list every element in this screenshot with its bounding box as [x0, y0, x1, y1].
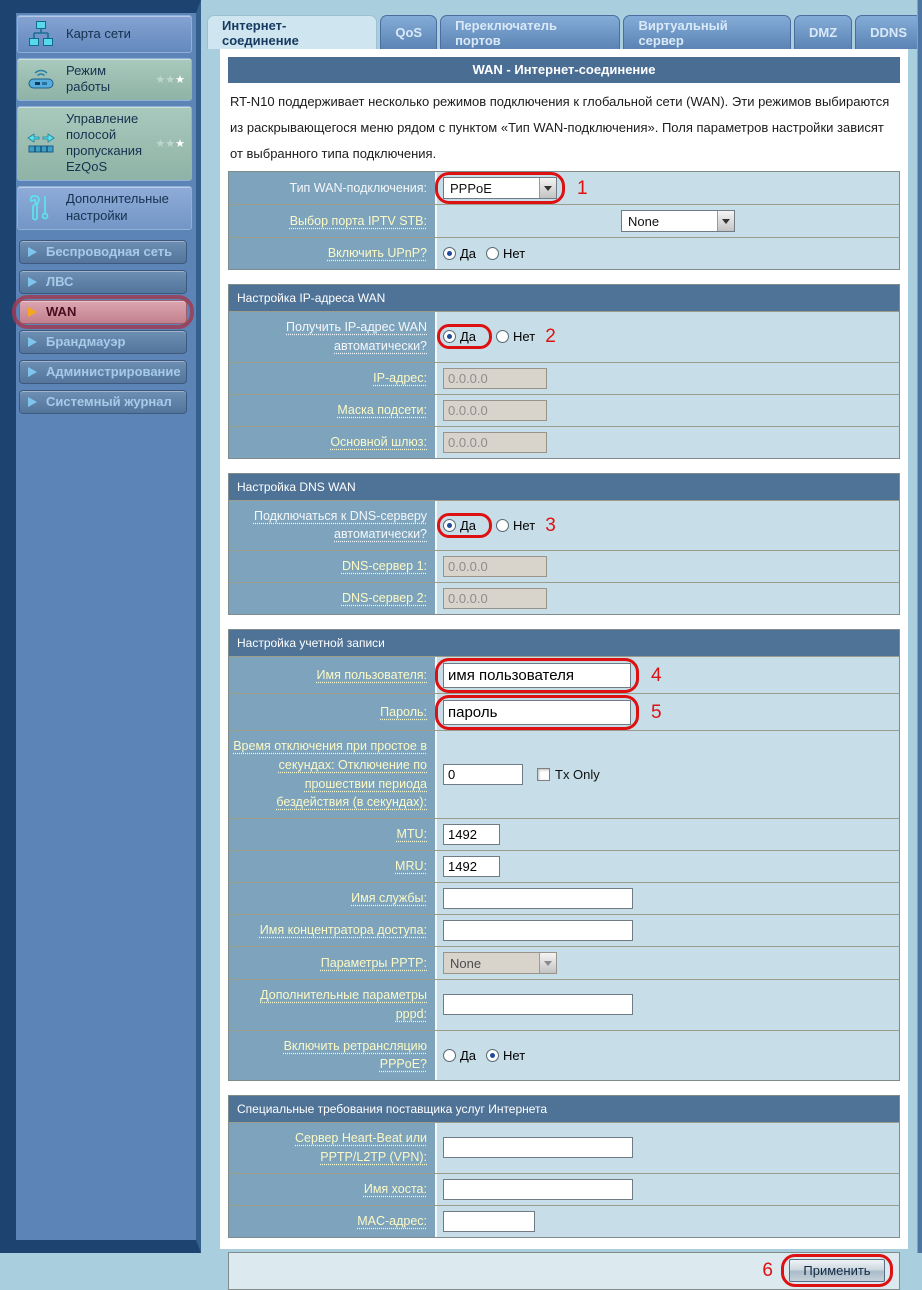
sidebar-item-label: Беспроводная сеть [46, 244, 173, 259]
sidebar-item-advanced-settings[interactable] [17, 186, 192, 230]
dns1-field [443, 556, 547, 577]
dns-auto-yes-radio[interactable] [443, 519, 456, 532]
dns-auto-label[interactable]: Подключаться к DNS-серверу автоматически? [253, 508, 427, 542]
tab-qos[interactable] [380, 15, 437, 49]
row-hostname [229, 1173, 899, 1205]
dns1-label[interactable]: DNS-сервер 1: [341, 559, 427, 574]
ip-address-field [443, 368, 547, 389]
sidebar-submenu [17, 240, 192, 414]
row-heartbeat [229, 1122, 899, 1173]
row-dns-auto [229, 500, 899, 551]
annotation-circle-5 [443, 700, 631, 725]
router-icon [24, 65, 58, 93]
tab-dmz[interactable] [794, 15, 852, 49]
radio-label: Нет [513, 329, 536, 345]
arrow-right-icon [28, 337, 37, 347]
sidebar-item-network-map[interactable] [17, 15, 192, 53]
rating-stars-icon: ★★★ [155, 137, 185, 150]
sidebar-item-label: Карта сети [66, 25, 131, 41]
hostname-label[interactable]: Имя хоста: [363, 1181, 427, 1196]
sidebar-item-label: Системный журнал [46, 394, 172, 409]
gateway-label[interactable]: Основной шлюз: [330, 434, 427, 449]
sidebar-item-label: Администрирование [46, 364, 181, 379]
sidebar-item-label: Брандмауэр [46, 334, 126, 349]
row-pppoe-relay [229, 1030, 899, 1081]
annotation-circle-1 [443, 177, 557, 199]
pppd-options-label[interactable]: Дополнительные параметры pppd: [260, 988, 427, 1021]
pppoe-relay-label[interactable]: Включить ретрансляцию PPPoE? [283, 1038, 427, 1072]
get-ip-auto-yes-radio[interactable] [443, 330, 456, 343]
sidebar-item-wireless[interactable] [19, 240, 187, 264]
annotation-circle-6 [789, 1259, 885, 1282]
bandwidth-icon [24, 129, 58, 157]
tab-ddns[interactable] [855, 15, 922, 49]
wan-ip-table [228, 284, 900, 459]
dropdown-arrow-icon [539, 953, 556, 973]
row-get-ip-auto [229, 311, 899, 362]
row-gateway [229, 426, 899, 458]
ac-name-label[interactable]: Имя концентратора доступа: [259, 923, 427, 938]
row-service-name [229, 882, 899, 914]
annotation-circle-3 [443, 518, 486, 533]
mru-label[interactable]: MRU: [395, 859, 427, 874]
tab-label: Интернет-соединение [222, 17, 299, 48]
tab-virtual-server[interactable] [623, 15, 791, 49]
service-name-label[interactable]: Имя службы: [351, 891, 427, 906]
wan-type-select[interactable] [443, 177, 557, 199]
password-label[interactable]: Пароль: [380, 704, 427, 719]
apply-bar [228, 1252, 900, 1290]
sidebar-item-operation-mode[interactable] [17, 58, 192, 101]
radio-label: Да [460, 1047, 477, 1063]
dropdown-arrow-icon[interactable] [539, 178, 556, 198]
heartbeat-label[interactable]: Сервер Heart-Beat или PPTP/L2TP (VPN): [295, 1131, 427, 1164]
row-upnp [229, 237, 899, 269]
arrow-right-icon [28, 367, 37, 377]
mtu-input[interactable] [443, 824, 500, 845]
row-subnet-mask [229, 394, 899, 426]
tab-bar [207, 15, 922, 49]
gateway-field [443, 432, 547, 453]
tab-label: DMZ [808, 25, 838, 40]
page-title: WAN - Интернет-соединение [228, 57, 900, 83]
row-iptv-port [229, 204, 899, 237]
isp-special-table [228, 1095, 900, 1238]
idle-disconnect-label[interactable]: Время отключения при простое в секундах: Отключение по прошествии периода бездействия (в секундах): [233, 739, 427, 810]
mtu-label[interactable]: MTU: [396, 827, 427, 842]
radio-label: Нет [503, 1047, 526, 1063]
sidebar-item-wan[interactable] [19, 300, 187, 324]
hostname-input[interactable] [443, 1179, 633, 1200]
pptp-options-label[interactable]: Параметры PPTP: [320, 955, 427, 970]
sidebar-item-label: Управление полосой пропускания EzQoS [66, 110, 143, 175]
annotation-number-1: 1 [577, 177, 588, 199]
row-username [229, 656, 899, 693]
sidebar-item-label: ЛВС [46, 274, 74, 289]
dns2-field [443, 588, 547, 609]
get-ip-auto-label[interactable]: Получить IP-адрес WAN автоматически? [286, 320, 427, 353]
iptv-port-label[interactable]: Выбор порта IPTV STB: [289, 213, 427, 228]
iptv-port-select[interactable] [621, 210, 735, 232]
pppoe-relay-yes-radio[interactable] [443, 1049, 456, 1062]
ip-address-label[interactable]: IP-адрес: [373, 370, 427, 385]
radio-label: Да [460, 246, 477, 261]
arrow-right-icon [28, 397, 37, 407]
sidebar-item-lan[interactable] [19, 270, 187, 294]
right-edge-scrollbar[interactable] [917, 0, 922, 1253]
arrow-right-icon [28, 277, 37, 287]
dropdown-arrow-icon[interactable] [717, 211, 734, 231]
section-title-wan-dns: Настройка DNS WAN [229, 474, 899, 500]
row-mac-address [229, 1205, 899, 1237]
sidebar-item-label: Дополнительные настройки [66, 191, 169, 223]
page-description: RT-N10 поддерживает несколько режимов подключения к глобальной сети (WAN). Эти режимов выбираются из раскрывающегося меню рядом с пунктом «Тип WAN-подключения». Поля параметров настройки зависят от выбранного типа подключения. [230, 94, 890, 161]
wan-dns-table [228, 473, 900, 616]
annotation-number-4: 4 [651, 664, 662, 686]
row-dns2 [229, 582, 899, 614]
apply-button[interactable]: Применить [789, 1259, 885, 1282]
service-name-input[interactable] [443, 888, 633, 909]
mru-input[interactable] [443, 856, 500, 877]
arrow-right-icon [28, 247, 37, 257]
password-input[interactable] [443, 700, 631, 725]
heartbeat-input[interactable] [443, 1137, 633, 1158]
tab-label: Виртуальный сервер [638, 17, 728, 48]
radio-label: Да [460, 329, 477, 345]
network-map-icon [24, 20, 58, 48]
wan-type-label: Тип WAN-подключения: [289, 180, 427, 195]
subnet-mask-field [443, 400, 547, 421]
tools-icon [24, 191, 58, 225]
sidebar-item-label: Режим работы [66, 63, 111, 95]
arrow-right-icon [28, 307, 37, 317]
upnp-yes-radio[interactable] [443, 247, 456, 260]
upnp-label[interactable]: Включить UPnP? [327, 246, 427, 261]
dns2-label[interactable]: DNS-сервер 2: [341, 591, 427, 606]
tx-only-label: Tx Only [555, 767, 600, 782]
mac-address-label[interactable]: MAC-адрес: [357, 1213, 427, 1228]
tab-label: DDNS [870, 25, 907, 40]
mac-address-input[interactable] [443, 1211, 535, 1232]
sidebar-item-administration[interactable] [19, 360, 187, 384]
wan-type-table [228, 171, 900, 270]
tab-port-trigger[interactable] [440, 15, 620, 49]
wan-type-selected-value: PPPoE [450, 180, 492, 196]
row-pppd-options [229, 979, 899, 1030]
username-input[interactable] [443, 663, 631, 688]
sidebar-item-firewall[interactable] [19, 330, 187, 354]
row-wan-type [229, 172, 899, 204]
row-idle-disconnect [229, 730, 899, 818]
radio-label: Нет [513, 517, 536, 533]
pptp-options-select [443, 952, 557, 974]
annotation-number-5: 5 [651, 701, 662, 723]
dns-auto-no-radio[interactable] [496, 519, 509, 532]
sidebar [0, 0, 201, 1253]
tab-label: QoS [395, 25, 423, 40]
subnet-mask-label[interactable]: Маска подсети: [337, 402, 427, 417]
section-title-isp-special: Специальные требования поставщика услуг Интернета [229, 1096, 899, 1122]
sidebar-item-system-log[interactable] [19, 390, 187, 414]
tx-only-checkbox[interactable] [537, 768, 550, 781]
pptp-options-selected-value: None [444, 953, 539, 973]
account-table [228, 629, 900, 1081]
tab-label: Переключатель портов [455, 17, 557, 48]
annotation-number-3: 3 [545, 514, 556, 536]
iptv-port-selected-value: None [628, 213, 660, 229]
tab-internet-connection[interactable] [207, 15, 377, 49]
row-ac-name [229, 914, 899, 946]
idle-time-input[interactable] [443, 764, 523, 785]
radio-label: Нет [503, 246, 526, 261]
sidebar-item-ezqos[interactable] [17, 106, 192, 181]
annotation-circle-2 [443, 329, 486, 344]
radio-label: Да [460, 517, 477, 533]
row-mtu [229, 818, 899, 850]
main-panel [220, 49, 908, 1281]
row-password [229, 693, 899, 730]
annotation-circle-4 [443, 663, 631, 688]
pppd-options-input[interactable] [443, 994, 633, 1015]
get-ip-auto-no-radio[interactable] [496, 330, 509, 343]
annotation-number-2: 2 [545, 326, 556, 348]
ac-name-input[interactable] [443, 920, 633, 941]
upnp-no-radio[interactable] [486, 247, 499, 260]
pppoe-relay-no-radio[interactable] [486, 1049, 499, 1062]
username-label[interactable]: Имя пользователя: [316, 667, 427, 682]
section-title-wan-ip: Настройка IP-адреса WAN [229, 285, 899, 311]
annotation-number-6: 6 [762, 1260, 773, 1281]
rating-stars-icon: ★★★ [155, 73, 185, 86]
row-ip-address [229, 362, 899, 394]
row-dns1 [229, 550, 899, 582]
section-title-account: Настройка учетной записи [229, 630, 899, 656]
sidebar-item-label: WAN [46, 304, 77, 319]
row-pptp-options [229, 946, 899, 979]
row-mru [229, 850, 899, 882]
